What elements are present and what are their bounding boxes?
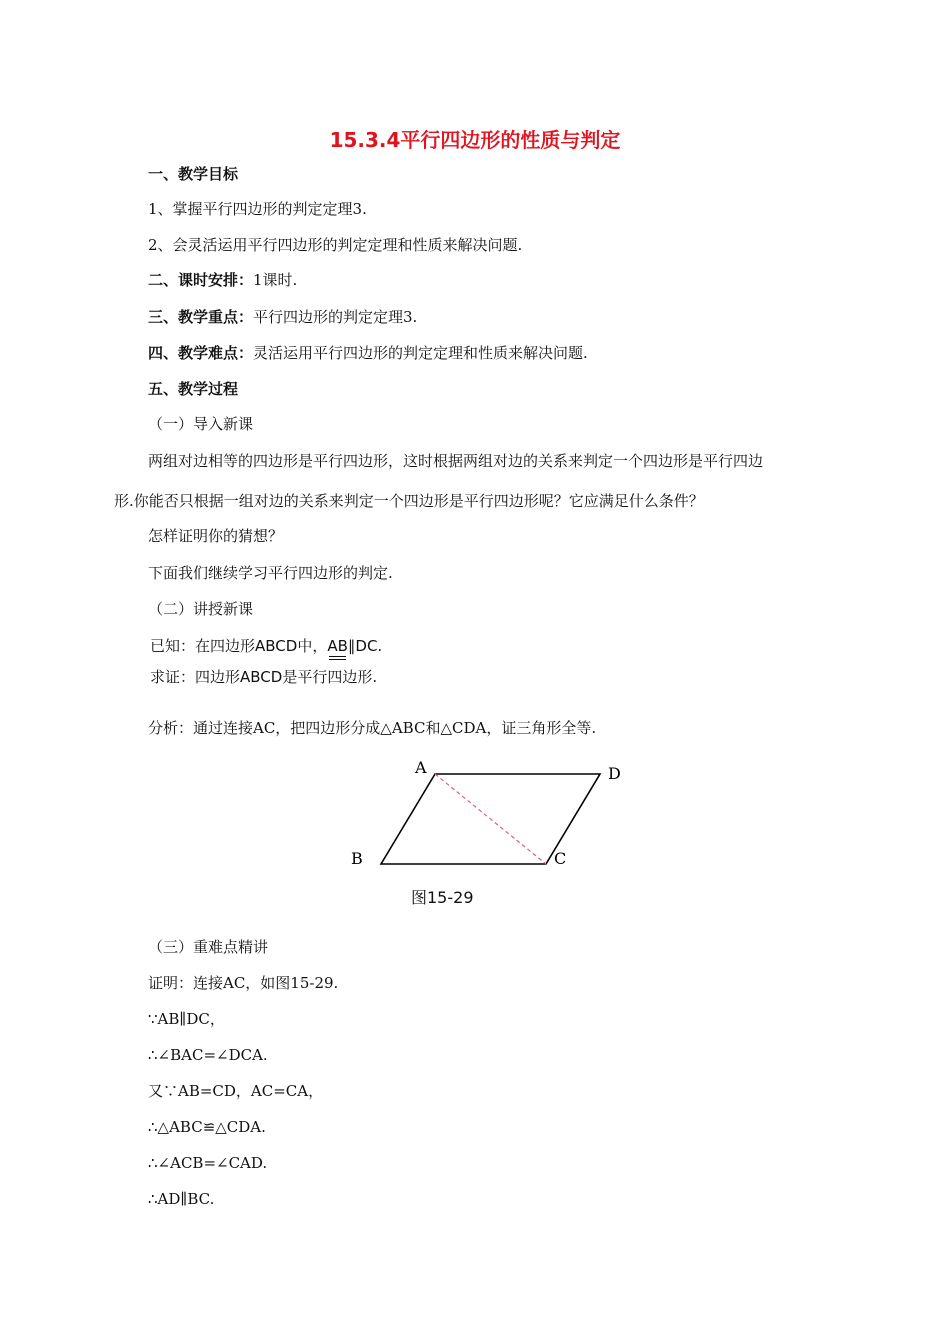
vertex-label-b: B (351, 849, 363, 868)
proof-line: 又∵AB=CD，AC=CA， (148, 1082, 324, 1100)
proof-line: 证明：连接AC，如图15-29. (148, 974, 339, 992)
section-5-heading: 五、教学过程 (148, 380, 239, 398)
section-2-label: 二、课时安排： (148, 271, 254, 289)
intro-paragraph-1-continued: 形.你能否只根据一组对边的关系来判定一个四边形是平行四边形呢？它应满足什么条件？ (114, 492, 704, 510)
prove-statement: 求证：四边形ABCD是平行四边形. (150, 668, 378, 686)
proof-line: ∴∠ACB=∠CAD. (148, 1154, 268, 1172)
objective-1: 1、掌握平行四边形的判定定理3. (148, 200, 367, 218)
given-ab: AB (327, 637, 348, 655)
proof-line: ∴∠BAC=∠DCA. (148, 1046, 268, 1064)
proof-line: ∴△ABC≌△CDA. (148, 1118, 266, 1136)
section-4-label: 四、教学难点： (148, 344, 254, 362)
given-dc: DC. (355, 637, 383, 655)
document-title: 15.3.4平行四边形的性质与判定 (329, 128, 621, 152)
proof-heading: （三）重难点精讲 (148, 938, 269, 956)
vertex-label-d: D (608, 764, 621, 783)
objective-2: 2、会灵活运用平行四边形的判定定理和性质来解决问题. (148, 236, 523, 254)
section-2-text: 1课时. (253, 271, 298, 289)
proof-line: ∴AD∥BC. (148, 1190, 215, 1208)
analysis-text: 分析：通过连接AC，把四边形分成△ABC和△CDA，证三角形全等. (148, 719, 597, 737)
given-prefix: 已知：在四边形ABCD中， (150, 637, 328, 655)
section-3-text: 平行四边形的判定定理3. (253, 308, 418, 326)
section-1-heading: 一、教学目标 (148, 165, 239, 183)
vertex-label-c: C (554, 849, 567, 868)
diagonal-ac (435, 774, 546, 864)
intro-heading: （一）导入新课 (148, 415, 254, 433)
figure-caption: 图15-29 (411, 888, 474, 907)
vertex-label-a: A (415, 758, 427, 777)
section-4-text: 灵活运用平行四边形的判定定理和性质来解决问题. (253, 344, 588, 362)
intro-paragraph-2: 怎样证明你的猜想？ (148, 527, 284, 545)
intro-paragraph-3: 下面我们继续学习平行四边形的判定. (148, 564, 393, 582)
lecture-heading: （二）讲授新课 (148, 600, 254, 618)
section-3-label: 三、教学重点： (148, 308, 254, 326)
intro-paragraph-1: 两组对边相等的四边形是平行四边形，这时根据两组对边的关系来判定一个四边形是平行四边 (148, 452, 764, 470)
parallel-symbol: ∥ (347, 637, 356, 655)
proof-line: ∵AB∥DC， (148, 1010, 225, 1028)
